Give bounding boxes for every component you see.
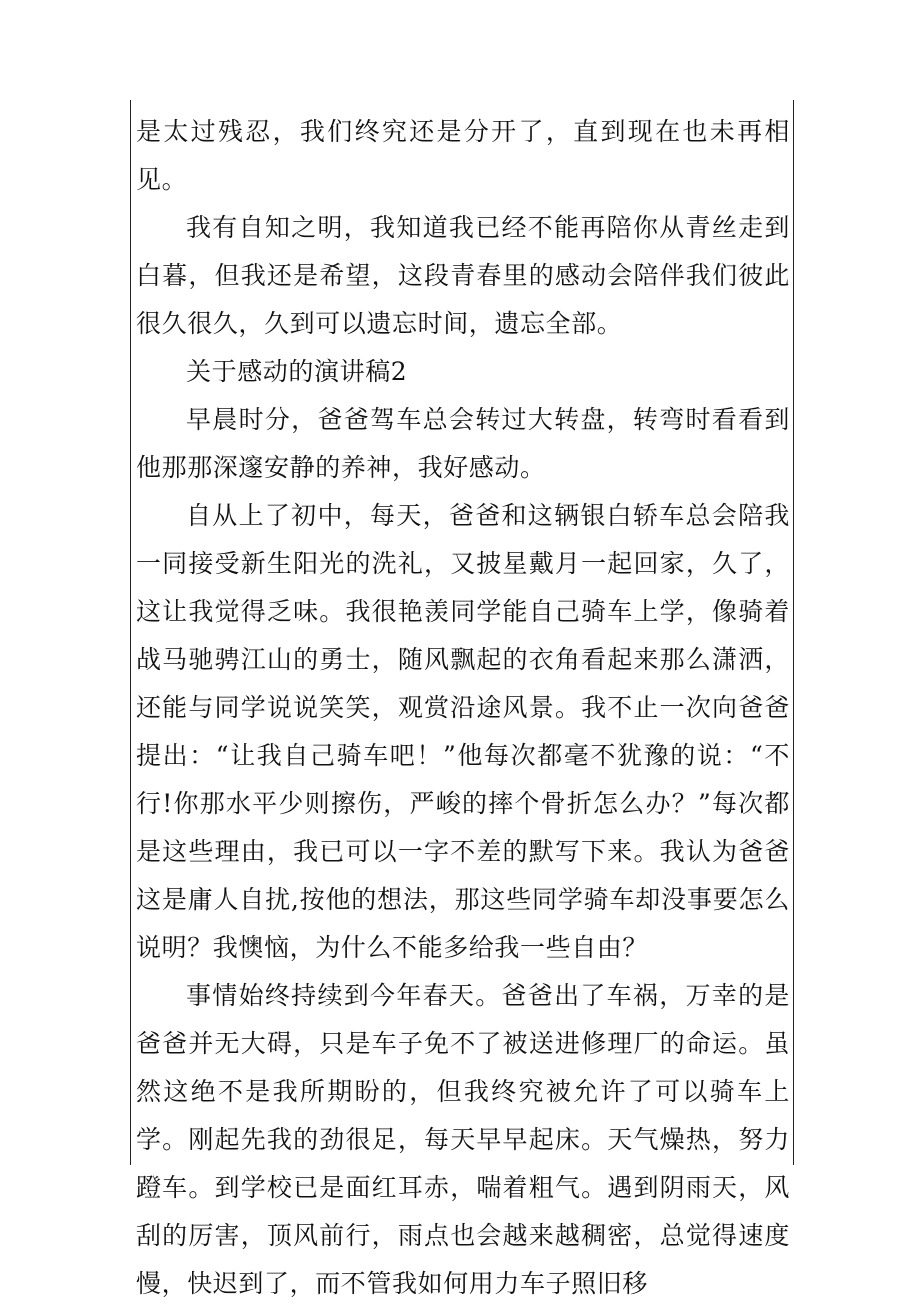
section-heading: 关于感动的演讲稿2 bbox=[186, 357, 408, 386]
paragraph-1: 是太过残忍，我们终究还是分开了，直到现在也未再相见。 bbox=[136, 117, 790, 194]
document-body bbox=[136, 108, 790, 1308]
page-border-left bbox=[130, 100, 131, 1165]
paragraph-5: 事情始终持续到今年春天。爸爸出了车祸，万幸的是爸爸并无大碍，只是车子免不了被送进修理厂的命运。虽然这绝不是我所期盼的，但我终究被允许了可以骑车上学。刚起先我的劲很足，每天早早起床。天气燥热，努力蹬车。到学校已是面红耳赤，喘着粗气。遇到阴雨天，风刮的厉害，顶风前行，雨点也会越来越稠密，总觉得速度慢，快迟到了，而不管我如何用力车子照旧移 bbox=[136, 981, 790, 1298]
page-border-right bbox=[793, 100, 794, 1165]
paragraph-2: 我有自知之明，我知道我已经不能再陪你从青丝走到白暮，但我还是希望，这段青春里的感动会陪伴我们彼此很久很久，久到可以遗忘时间，遗忘全部。 bbox=[136, 213, 790, 338]
paragraph-3: 早晨时分，爸爸驾车总会转过大转盘，转弯时看看到他那那深邃安静的养神，我好感动。 bbox=[136, 405, 790, 482]
paragraph-4: 自从上了初中，每天，爸爸和这辆银白轿车总会陪我一同接受新生阳光的洗礼，又披星戴月一起回家，久了，这让我觉得乏味。我很艳羡同学能自己骑车上学，像骑着战马驰骋江山的勇士，随风飘起的衣角看起来那么潇洒，还能与同学说说笑笑，观赏沿途风景。我不止一次向爸爸提出：“让我自己骑车吧！”他每次都毫不犹豫的说：“不行!你那水平少则擦伤，严峻的摔个骨折怎么办？”每次都是这些理由，我已可以一字不差的默写下来。我认为爸爸这是庸人自扰,按他的想法，那这些同学骑车却没事要怎么说明？我懊恼，为什么不能多给我一些自由？ bbox=[136, 501, 790, 962]
